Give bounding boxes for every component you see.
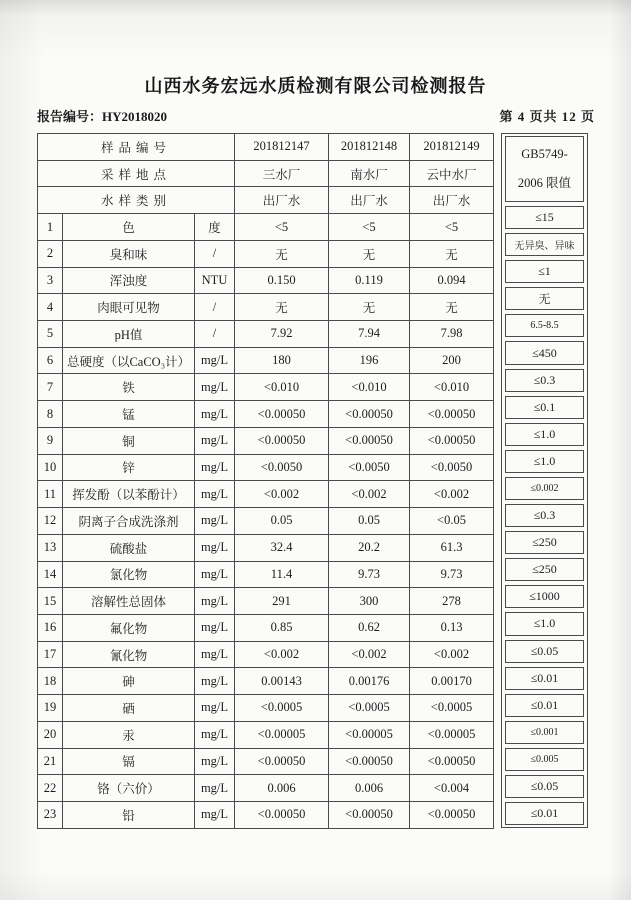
- value-cell: 0.094: [410, 267, 494, 294]
- value-cell: 9.73: [410, 561, 494, 588]
- sample-meta-cell: 出厂水: [410, 187, 494, 214]
- value-cell: 0.150: [235, 267, 329, 294]
- row-number-cell: 7: [38, 374, 63, 401]
- limit-cell: ≤0.002: [505, 477, 584, 500]
- value-cell: 无: [410, 294, 494, 321]
- row-number-cell: 9: [38, 427, 63, 454]
- param-row: [38, 641, 494, 668]
- limit-cell: 6.5-8.5: [505, 314, 584, 337]
- sample-meta-cell: 出厂水: [235, 187, 329, 214]
- limit-cell: ≤1.0: [505, 450, 584, 473]
- meta-row: [38, 160, 494, 187]
- limit-cell: ≤0.05: [505, 775, 584, 798]
- limit-cell: 无: [505, 287, 584, 310]
- row-number-cell: 18: [38, 668, 63, 695]
- limit-cell: ≤0.01: [505, 667, 584, 690]
- value-cell: <0.00005: [235, 721, 329, 748]
- param-name-cell: 肉眼可见物: [63, 294, 195, 321]
- value-cell: 9.73: [329, 561, 410, 588]
- limit-cell: ≤0.005: [505, 748, 584, 771]
- value-cell: 0.00176: [329, 668, 410, 695]
- param-row: [38, 775, 494, 802]
- water-quality-table: [37, 133, 494, 829]
- unit-cell: mg/L: [195, 347, 235, 374]
- value-cell: <0.002: [329, 641, 410, 668]
- row-number-cell: 2: [38, 240, 63, 267]
- param-row: [38, 267, 494, 294]
- param-row: [38, 588, 494, 615]
- value-cell: <0.002: [235, 481, 329, 508]
- value-cell: 0.13: [410, 614, 494, 641]
- sample-meta-cell: 201812148: [329, 134, 410, 161]
- param-row: [38, 748, 494, 775]
- limit-standard-cell: [505, 136, 584, 202]
- param-name-cell: 砷: [63, 668, 195, 695]
- unit-cell: mg/L: [195, 721, 235, 748]
- limit-standard-line2: 2006 限值: [517, 175, 572, 190]
- limit-cell: ≤450: [505, 341, 584, 364]
- value-cell: <0.0005: [410, 695, 494, 722]
- value-cell: <0.010: [329, 374, 410, 401]
- value-cell: <0.0050: [329, 454, 410, 481]
- value-cell: <5: [235, 214, 329, 241]
- param-name-cell: 铬（六价）: [63, 775, 195, 802]
- param-name-cell: 臭和味: [63, 240, 195, 267]
- param-row: [38, 508, 494, 535]
- param-name-cell: 硒: [63, 695, 195, 722]
- unit-cell: mg/L: [195, 775, 235, 802]
- param-name-cell: 溶解性总固体: [63, 588, 195, 615]
- value-cell: 0.85: [235, 614, 329, 641]
- row-number-cell: 17: [38, 641, 63, 668]
- sample-meta-cell: 南水厂: [329, 160, 410, 187]
- param-name-cell: 氟化物: [63, 614, 195, 641]
- value-cell: 0.05: [329, 508, 410, 535]
- param-name-cell: 氯化物: [63, 561, 195, 588]
- value-cell: 0.05: [235, 508, 329, 535]
- value-cell: <5: [329, 214, 410, 241]
- page-title: 山西水务宏远水质检测有限公司检测报告: [144, 76, 487, 96]
- value-cell: <0.010: [235, 374, 329, 401]
- limit-cell: ≤0.001: [505, 721, 584, 744]
- unit-cell: 度: [195, 214, 235, 241]
- limit-cell: ≤0.01: [505, 802, 584, 825]
- limit-cell: ≤1: [505, 260, 584, 283]
- unit-cell: mg/L: [195, 561, 235, 588]
- meta-label-cell: 水样类别: [38, 187, 235, 214]
- value-cell: <0.010: [410, 374, 494, 401]
- param-name-cell: 锰: [63, 401, 195, 428]
- value-cell: <0.0005: [235, 695, 329, 722]
- param-row: [38, 240, 494, 267]
- unit-cell: /: [195, 294, 235, 321]
- value-cell: 0.00143: [235, 668, 329, 695]
- unit-cell: mg/L: [195, 668, 235, 695]
- row-number-cell: 19: [38, 695, 63, 722]
- limit-cell: ≤1000: [505, 585, 584, 608]
- param-name-cell: 挥发酚（以苯酚计）: [63, 481, 195, 508]
- meta-label-cell: 样品编号: [38, 134, 235, 161]
- param-row: [38, 801, 494, 828]
- value-cell: 无: [329, 294, 410, 321]
- unit-cell: /: [195, 240, 235, 267]
- limit-cell: ≤15: [505, 206, 584, 229]
- row-number-cell: 20: [38, 721, 63, 748]
- limit-cell: ≤1.0: [505, 612, 584, 635]
- row-number-cell: 12: [38, 508, 63, 535]
- value-cell: 无: [235, 294, 329, 321]
- value-cell: <0.002: [410, 641, 494, 668]
- meta-row: [38, 187, 494, 214]
- row-number-cell: 22: [38, 775, 63, 802]
- param-row: [38, 721, 494, 748]
- value-cell: 200: [410, 347, 494, 374]
- limit-cell: ≤0.1: [505, 396, 584, 419]
- value-cell: 无: [410, 240, 494, 267]
- row-number-cell: 11: [38, 481, 63, 508]
- value-cell: <0.00050: [329, 427, 410, 454]
- row-number-cell: 14: [38, 561, 63, 588]
- value-cell: <0.0005: [329, 695, 410, 722]
- limit-column: [501, 133, 588, 828]
- row-number-cell: 21: [38, 748, 63, 775]
- param-name-cell: 氰化物: [63, 641, 195, 668]
- row-number-cell: 1: [38, 214, 63, 241]
- sample-meta-cell: 三水厂: [235, 160, 329, 187]
- value-cell: 0.006: [329, 775, 410, 802]
- param-row: [38, 321, 494, 348]
- row-number-cell: 15: [38, 588, 63, 615]
- value-cell: 291: [235, 588, 329, 615]
- param-name-cell: 色: [63, 214, 195, 241]
- value-cell: 196: [329, 347, 410, 374]
- param-name-cell: 浑浊度: [63, 267, 195, 294]
- param-row: [38, 614, 494, 641]
- value-cell: 300: [329, 588, 410, 615]
- unit-cell: mg/L: [195, 588, 235, 615]
- param-name-cell: 硫酸盐: [63, 534, 195, 561]
- sample-meta-cell: 201812147: [235, 134, 329, 161]
- value-cell: <0.00050: [235, 427, 329, 454]
- value-cell: <0.00005: [410, 721, 494, 748]
- value-cell: <0.002: [235, 641, 329, 668]
- param-row: [38, 695, 494, 722]
- value-cell: 20.2: [329, 534, 410, 561]
- value-cell: <0.00050: [235, 748, 329, 775]
- unit-cell: mg/L: [195, 508, 235, 535]
- value-cell: 278: [410, 588, 494, 615]
- param-name-cell: 铜: [63, 427, 195, 454]
- param-row: [38, 427, 494, 454]
- value-cell: <0.00050: [410, 801, 494, 828]
- param-name-cell: 汞: [63, 721, 195, 748]
- param-name-cell: 镉: [63, 748, 195, 775]
- param-row: [38, 214, 494, 241]
- value-cell: 7.92: [235, 321, 329, 348]
- row-number-cell: 16: [38, 614, 63, 641]
- unit-cell: mg/L: [195, 427, 235, 454]
- row-number-cell: 4: [38, 294, 63, 321]
- unit-cell: mg/L: [195, 374, 235, 401]
- param-row: [38, 347, 494, 374]
- limit-cell: ≤0.01: [505, 694, 584, 717]
- row-number-cell: 8: [38, 401, 63, 428]
- row-number-cell: 13: [38, 534, 63, 561]
- unit-cell: mg/L: [195, 641, 235, 668]
- unit-cell: mg/L: [195, 614, 235, 641]
- unit-cell: NTU: [195, 267, 235, 294]
- unit-cell: /: [195, 321, 235, 348]
- value-cell: 0.62: [329, 614, 410, 641]
- value-cell: <0.00005: [329, 721, 410, 748]
- limit-standard-line1: GB5749-: [521, 147, 568, 162]
- value-cell: <0.004: [410, 775, 494, 802]
- limit-cell: ≤0.3: [505, 369, 584, 392]
- value-cell: <0.00050: [410, 401, 494, 428]
- value-cell: <0.05: [410, 508, 494, 535]
- row-number-cell: 3: [38, 267, 63, 294]
- param-row: [38, 454, 494, 481]
- param-name-cell: 锌: [63, 454, 195, 481]
- value-cell: 180: [235, 347, 329, 374]
- unit-cell: mg/L: [195, 481, 235, 508]
- page-indicator: 第 4 页共 12 页: [499, 109, 595, 124]
- value-cell: <0.00050: [235, 801, 329, 828]
- value-cell: <0.00050: [329, 801, 410, 828]
- param-row: [38, 534, 494, 561]
- value-cell: 7.94: [329, 321, 410, 348]
- unit-cell: mg/L: [195, 801, 235, 828]
- value-cell: 32.4: [235, 534, 329, 561]
- limit-cell: ≤250: [505, 558, 584, 581]
- value-cell: <0.002: [410, 481, 494, 508]
- unit-cell: mg/L: [195, 695, 235, 722]
- value-cell: 0.006: [235, 775, 329, 802]
- value-cell: <0.00050: [329, 401, 410, 428]
- unit-cell: mg/L: [195, 534, 235, 561]
- param-name-cell: 总硬度（以CaCO₃计）: [63, 347, 195, 374]
- value-cell: <0.00050: [329, 748, 410, 775]
- value-cell: <0.00050: [410, 427, 494, 454]
- row-number-cell: 10: [38, 454, 63, 481]
- meta-label-cell: 采样地点: [38, 160, 235, 187]
- value-cell: <0.00050: [410, 748, 494, 775]
- row-number-cell: 5: [38, 321, 63, 348]
- water-quality-table-body: [38, 134, 494, 829]
- report-meta-line: [37, 106, 595, 125]
- limit-cell: ≤1.0: [505, 423, 584, 446]
- param-row: [38, 481, 494, 508]
- value-cell: <0.002: [329, 481, 410, 508]
- report-number: 报告编号：HY2018020: [37, 109, 168, 124]
- param-name-cell: 铅: [63, 801, 195, 828]
- unit-cell: mg/L: [195, 401, 235, 428]
- param-row: [38, 294, 494, 321]
- param-name-cell: pH值: [63, 321, 195, 348]
- row-number-cell: 6: [38, 347, 63, 374]
- value-cell: <0.0050: [410, 454, 494, 481]
- unit-cell: mg/L: [195, 748, 235, 775]
- value-cell: 无: [235, 240, 329, 267]
- param-name-cell: 铁: [63, 374, 195, 401]
- value-cell: 0.00170: [410, 668, 494, 695]
- value-cell: <0.0050: [235, 454, 329, 481]
- limit-cell: 无异臭、异味: [505, 233, 584, 256]
- sample-meta-cell: 201812149: [410, 134, 494, 161]
- param-row: [38, 401, 494, 428]
- value-cell: 0.119: [329, 267, 410, 294]
- sample-meta-cell: 出厂水: [329, 187, 410, 214]
- param-name-cell: 阴离子合成洗涤剂: [63, 508, 195, 535]
- value-cell: <5: [410, 214, 494, 241]
- value-cell: 无: [329, 240, 410, 267]
- value-cell: 61.3: [410, 534, 494, 561]
- meta-row: [38, 134, 494, 161]
- row-number-cell: 23: [38, 801, 63, 828]
- limit-cell: ≤250: [505, 531, 584, 554]
- param-row: [38, 374, 494, 401]
- unit-cell: mg/L: [195, 454, 235, 481]
- value-cell: 11.4: [235, 561, 329, 588]
- limit-cell: ≤0.3: [505, 504, 584, 527]
- value-cell: <0.00050: [235, 401, 329, 428]
- param-row: [38, 561, 494, 588]
- limit-cell: ≤0.05: [505, 640, 584, 663]
- value-cell: 7.98: [410, 321, 494, 348]
- param-row: [38, 668, 494, 695]
- sample-meta-cell: 云中水厂: [410, 160, 494, 187]
